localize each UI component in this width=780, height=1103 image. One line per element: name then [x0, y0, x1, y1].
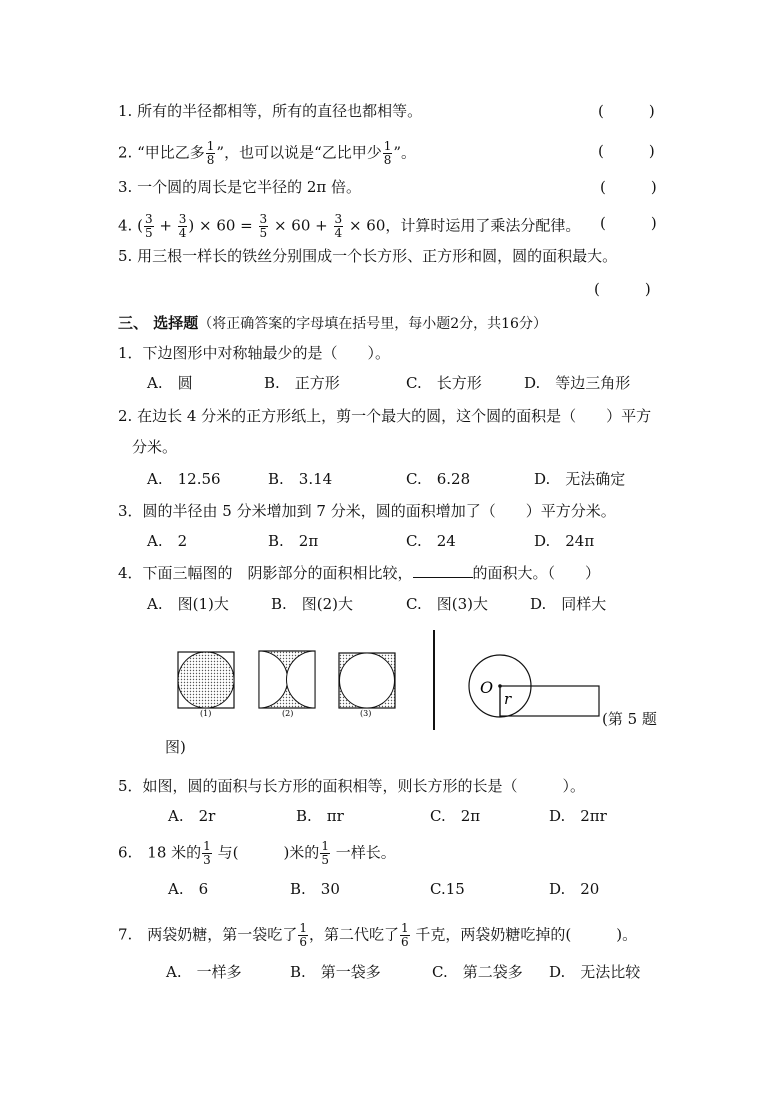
option-d[interactable]: D. 2πr — [549, 807, 607, 825]
choice-q2-cont: 分米。 — [132, 438, 178, 456]
option-b[interactable]: B. πr — [296, 807, 344, 825]
option-c[interactable]: C. 6.28 — [406, 470, 471, 488]
figure-2 — [259, 651, 315, 708]
fraction: $\frac{3}{5}$ — [144, 212, 153, 240]
option-a[interactable]: A. 圆 — [147, 374, 193, 392]
fraction: $\frac{1}{6}$ — [400, 921, 409, 949]
question-text: “甲比乙多 — [137, 143, 205, 162]
question-text: 所有的半径都相等，所有的直径也都相等。 — [137, 102, 423, 120]
figure-2-label: (2) — [282, 709, 294, 718]
section-title: 三、 选择题 — [118, 314, 199, 332]
option-a[interactable]: A. 6 — [168, 880, 209, 898]
fraction: $\frac{3}{5}$ — [259, 212, 268, 240]
option-d[interactable]: D. 无法比较 — [549, 963, 641, 981]
option-a[interactable]: A. 一样多 — [166, 963, 242, 981]
question-text: ”，也可以说是“乙比甲少 — [216, 143, 382, 162]
option-c[interactable]: C. 第二袋多 — [432, 963, 523, 981]
choice-q5: 5．如图，圆的面积与长方形的面积相等，则长方形的长是（ ）。 — [118, 777, 586, 795]
center-label: O — [480, 678, 494, 697]
option-a[interactable]: A. 图(1)大 — [147, 595, 229, 613]
question-number: 3. — [118, 178, 133, 196]
question-text: 一个圆的周长是它半径的 2π 倍。 — [137, 178, 362, 196]
fraction: $\frac{1}{8}$ — [206, 139, 215, 167]
fraction: $\frac{3}{4}$ — [178, 212, 187, 240]
question-text: ”。 — [393, 143, 417, 162]
option-b[interactable]: B. 第一袋多 — [290, 963, 381, 981]
option-c[interactable]: C. 24 — [406, 532, 456, 550]
option-b[interactable]: B. 3.14 — [268, 470, 333, 488]
answer-paren[interactable]: ( ) — [598, 102, 655, 120]
answer-paren[interactable]: ( ) — [598, 142, 655, 160]
choice-q6: 6. 18 米的 $\frac{1}{3}$ 与( )米的 $\frac{1}{5}$ 一样长。 — [118, 839, 396, 867]
choice-q1: 1．下边图形中对称轴最少的是（ ）。 — [118, 344, 391, 362]
option-c[interactable]: C.15 — [430, 880, 465, 898]
option-b[interactable]: B. 图(2)大 — [271, 595, 354, 613]
fraction: $\frac{3}{4}$ — [334, 212, 343, 240]
figure-3 — [339, 653, 395, 708]
option-a[interactable]: A. 12.56 — [147, 470, 221, 488]
option-c[interactable]: C. 长方形 — [406, 374, 482, 392]
option-d[interactable]: D. 无法确定 — [534, 470, 626, 488]
figure-caption-cont: 图) — [165, 738, 186, 756]
figure-1 — [178, 652, 234, 708]
fraction: $\frac{1}{3}$ — [203, 839, 211, 867]
figure-1-label: (1) — [200, 709, 212, 718]
question-text: 用三根一样长的铁丝分别围成一个长方形、正方形和圆，圆的面积最大。 — [137, 247, 618, 265]
option-d[interactable]: D. 同样大 — [530, 595, 607, 613]
option-d[interactable]: D. 等边三角形 — [524, 374, 631, 392]
figure-caption: (第 5 题 — [602, 710, 657, 728]
option-c[interactable]: C. 图(3)大 — [406, 595, 488, 613]
choice-q7: 7. 两袋奶糖，第一袋吃了 $\frac{1}{6}$ ，第二代吃了 $\frac{1}{6}$ 千克，两袋奶糖吃掉的( )。 — [118, 921, 638, 949]
option-b[interactable]: B. 30 — [290, 880, 340, 898]
option-b[interactable]: B. 正方形 — [264, 374, 340, 392]
choice-q4: 4．下面三幅图的 阴影部分的面积相比较， 的面积大。（ ） — [118, 564, 601, 582]
option-a[interactable]: A. 2 — [147, 532, 188, 550]
option-b[interactable]: B. 2π — [268, 532, 319, 550]
radius-label: r — [504, 690, 512, 708]
question-number: 1. — [118, 102, 133, 120]
fraction: $\frac{1}{5}$ — [321, 839, 329, 867]
choice-q3: 3．圆的半径由 5 分米增加到 7 分米，圆的面积增加了（ ）平方分米。 — [118, 502, 616, 520]
judge-q4: 4. ( $\frac{3}{5}$ + $\frac{3}{4}$ ) × 60 = $\frac{3}{5}$ × 60 + $\frac{3}{4}$ × 60，计算时运用了乘法分配律。 — [118, 212, 581, 240]
figure-3-label: (3) — [360, 709, 372, 718]
question-number: 4. — [118, 216, 133, 235]
option-a[interactable]: A. 2r — [168, 807, 216, 825]
question-number: 2. — [118, 143, 133, 162]
choice-q2: 2. 在边长 4 分米的正方形纸上，剪一个最大的圆，这个圆的面积是（ ）平方 — [118, 407, 652, 425]
option-c[interactable]: C. 2π — [430, 807, 481, 825]
fraction: $\frac{1}{8}$ — [383, 139, 392, 167]
fraction: $\frac{1}{6}$ — [299, 921, 307, 949]
question-text: ，计算时运用了乘法分配律。 — [385, 216, 581, 235]
answer-paren[interactable]: ( ) — [600, 214, 657, 232]
option-d[interactable]: D. 20 — [549, 880, 600, 898]
question-number: 5. — [118, 247, 133, 265]
answer-paren[interactable]: ( ) — [594, 280, 651, 298]
section-note: （将正确答案的字母填在括号里，每小题2分，共16分） — [198, 316, 547, 332]
answer-paren[interactable]: ( ) — [600, 178, 657, 196]
option-d[interactable]: D. 24π — [534, 532, 595, 550]
